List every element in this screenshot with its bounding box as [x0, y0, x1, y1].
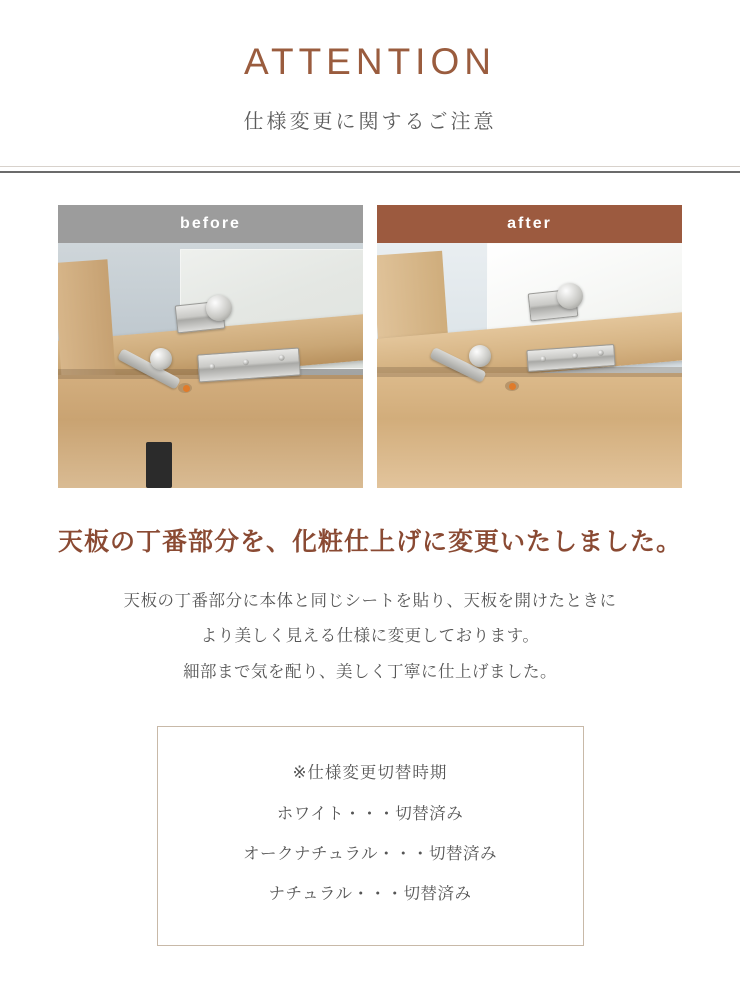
before-photo: [58, 243, 363, 488]
after-panel: [377, 205, 682, 488]
before-label: before: [58, 205, 363, 243]
note-line: オークナチュラル・・・切替済み: [242, 844, 497, 863]
hinge-screw: [243, 359, 249, 365]
before-photo-hinge-knob: [206, 295, 232, 321]
body-copy: [0, 584, 740, 690]
after-label: after: [377, 205, 682, 243]
after-photo: [377, 243, 682, 488]
before-photo-cabinet-front: [58, 375, 363, 488]
page-subtitle: 仕様変更に関するご注意: [243, 110, 497, 133]
after-photo-cabinet-front: [377, 373, 682, 488]
page-title: ATTENTION: [244, 41, 496, 82]
hinge-screw: [278, 354, 284, 360]
divider-thick-line: [0, 171, 740, 173]
note-box: [157, 726, 584, 946]
header-divider: [0, 166, 740, 173]
after-photo-hinge-knob: [557, 283, 583, 309]
comparison-section: [0, 205, 740, 488]
hinge-screw: [540, 355, 546, 361]
hinge-screw: [209, 363, 215, 369]
note-heading: ※仕様変更切替時期: [292, 764, 448, 783]
after-photo-orange-marker: [509, 383, 516, 390]
body-copy-line: より美しく見える仕様に変更しております。: [200, 627, 540, 646]
note-line: ナチュラル・・・切替済み: [268, 885, 472, 904]
before-panel: [58, 205, 363, 488]
body-copy-line: 細部まで気を配り、美しく丁寧に仕上げました。: [183, 662, 557, 681]
lead-headline: 天板の丁番部分を、化粧仕上げに変更いたしました。: [57, 527, 682, 556]
body-copy-line: 天板の丁番部分に本体と同じシートを貼り、天板を開けたときに: [123, 591, 617, 610]
hinge-screw: [598, 349, 604, 355]
note-line: ホワイト・・・切替済み: [276, 804, 464, 823]
hinge-screw: [572, 352, 578, 358]
after-photo-stay-pivot: [469, 345, 491, 367]
before-photo-black-part: [146, 442, 172, 488]
page-header: [0, 0, 740, 134]
before-photo-stay-pivot: [150, 348, 172, 370]
before-photo-orange-marker: [183, 385, 190, 392]
